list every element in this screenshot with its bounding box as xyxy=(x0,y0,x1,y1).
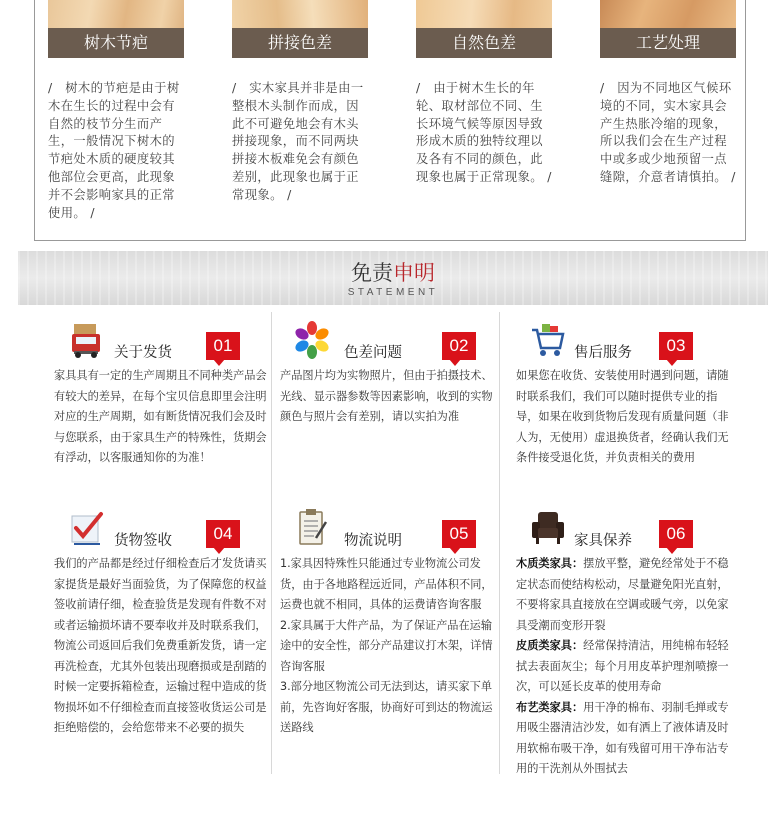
card-paragraph: 产品图片均为实物照片，但由于拍摄技术、光线、显示器参数等因素影响，收到的实物颜色与照片会有差别，请以实拍为准 xyxy=(280,369,493,423)
card-paragraph xyxy=(516,698,732,780)
column-divider xyxy=(499,312,500,774)
card-title: 家具保养 xyxy=(574,533,632,549)
wood-description: / 因为不同地区气候环境的不同，实木家具会产生热胀冷缩的现象，所以我们会在生产过程中或多或少地预留一点缝隙，介意者请慎拍。 / xyxy=(600,81,736,184)
card-paragraph xyxy=(516,636,732,698)
wood-column-natural xyxy=(416,0,552,187)
card-goods-receipt xyxy=(54,506,270,739)
card-paragraph: 我们的产品都是经过仔细检查后才发货请买家提货是最好当面验货，为了保障您的权益签收前请仔细，检查验货是发现有件数不对或者运输损坏请不要奉收并及时联系我们，物流公司返回后我们免费重新发货，请一定再洗检查，尤其外包装出现磨损或是刮踏的时候一定要拆箱检查，运输过程中造成的货物损坏如不仔细检查而直接签收货运公司是拒绝赔偿的，会给您带来不必要的损失 xyxy=(54,557,267,734)
wood-label: 自然色差 xyxy=(416,28,552,58)
card-title: 售后服务 xyxy=(574,345,632,361)
card-body xyxy=(280,366,496,428)
card-paragraph-heading: 皮质类家具： xyxy=(516,639,584,652)
card-paragraph: 1.家具因特殊性只能通过专业物流公司发货，由于各地路程远近同，产品体积不同，运费也就不相同，具体的运费请咨询客服 xyxy=(280,557,493,611)
card-number-badge: 06 xyxy=(659,520,693,548)
wood-knot-image xyxy=(48,0,184,58)
wood-description: / 实木家具并非是由一整根木头制作而成，因此不可避免地会有木头拼接现象，而不同两块拼接木板难免会有颜色差别，此现象也属于正常现象。 / xyxy=(232,81,364,202)
card-title: 货物签收 xyxy=(114,533,172,549)
wood-description: / 树木的节疤是由于树木在生长的过程中会有自然的枝节分生而产生，一般情况下树木的节疤处木质的硬度较其他部位会更高，此现象并不会影响家具的正常使用。 / xyxy=(48,81,180,220)
card-paragraph: 如果您在收货、安装使用时遇到问题，请随时联系我们，我们可以随时提供专业的指导，如果在收到货物后发现有质量问题（非人为，无使用）虚退换货者，经确认我们无条件接受退化货，并负责相关的费用 xyxy=(516,369,729,464)
card-paragraph-heading: 布艺类家具： xyxy=(516,700,584,714)
statement-banner xyxy=(18,251,768,305)
card-body xyxy=(516,366,732,469)
card-paragraph xyxy=(516,554,732,636)
truck-icon xyxy=(68,320,104,360)
card-number-badge: 01 xyxy=(206,332,240,360)
card-body xyxy=(280,554,496,739)
wood-description: / 由于树木生长的年轮、取材部位不同、生长环境气候等原因导致形成木质的独特纹理以及各有不同的颜色，此现象也属于正常现象。 / xyxy=(416,81,552,184)
card-title: 关于发货 xyxy=(114,345,172,361)
card-number-badge: 02 xyxy=(442,332,476,360)
card-paragraph: 3.部分地区物流公司无法到达，请买家下单前，先咨询好客服，协商好可到达的物流运送路线 xyxy=(280,680,493,734)
card-number-badge: 04 xyxy=(206,520,240,548)
wood-label: 拼接色差 xyxy=(232,28,368,58)
shopping-cart-icon xyxy=(530,320,566,360)
card-body xyxy=(54,554,270,739)
armchair-icon xyxy=(530,508,566,548)
statement-title-part1: 免责 xyxy=(351,261,393,285)
card-after-sales xyxy=(516,318,732,469)
card-paragraph-heading: 木质类家具： xyxy=(516,557,584,570)
card-color-difference xyxy=(280,318,496,428)
card-number-badge: 03 xyxy=(659,332,693,360)
card-paragraph: 家具具有一定的生产周期且不同种类产品会有较大的差异，在每个宝贝信息即里会注明对应的生产周期，如有断货情况我们会及时与您联系，由于家具生产的特殊性，货期会有浮动，以客服通知你的为准！ xyxy=(54,369,267,464)
card-furniture-care xyxy=(516,506,732,780)
card-body xyxy=(54,366,270,469)
card-title: 物流说明 xyxy=(344,533,402,549)
color-wheel-icon xyxy=(294,320,330,360)
wood-joint-image xyxy=(232,0,368,58)
card-logistics xyxy=(280,506,496,739)
card-paragraph-text: 摆放平整，避免经常处于不稳定状态而使结构松动，尽量避免阳光直射，不要将家具直接放在空调或暖气旁，以免家具受潮而变形开裂 xyxy=(516,557,729,632)
wood-label: 工艺处理 xyxy=(600,28,736,58)
column-divider xyxy=(271,312,272,774)
card-paragraph: 2.家具属于大件产品，为了保证产品在运输途中的安全性，部分产品建议打木架，详情咨询客服 xyxy=(280,618,493,673)
card-number-badge: 05 xyxy=(442,520,476,548)
wood-label: 树木节疤 xyxy=(48,28,184,58)
card-shipping xyxy=(54,318,270,469)
wood-column-knots xyxy=(48,0,184,222)
clipboard-icon xyxy=(294,508,330,548)
statement-title-part2: 申明 xyxy=(393,261,435,285)
card-body xyxy=(516,554,732,780)
wood-craft-image xyxy=(600,0,736,58)
card-paragraph-text: 经常保持清洁，用纯棉布轻轻拭去表面灰尘；每个月用皮革护理剂喷擦一次，可以延长皮革的使用寿命 xyxy=(516,639,729,693)
card-title: 色差问题 xyxy=(344,345,402,361)
wood-column-joint xyxy=(232,0,368,205)
wood-column-craft xyxy=(600,0,736,187)
checkmark-icon xyxy=(68,508,104,548)
wood-grain-image xyxy=(416,0,552,58)
statement-title xyxy=(18,257,768,287)
card-paragraph-text: 用干净的棉布、羽制毛掸或专用吸尘器清洁沙发，如有洒上了液体请及时用软棉布吸干净，如有残留可用干净布沾专用的干洗剂从外围拭去 xyxy=(516,700,729,775)
statement-subtitle: STATEMENT xyxy=(347,287,439,298)
